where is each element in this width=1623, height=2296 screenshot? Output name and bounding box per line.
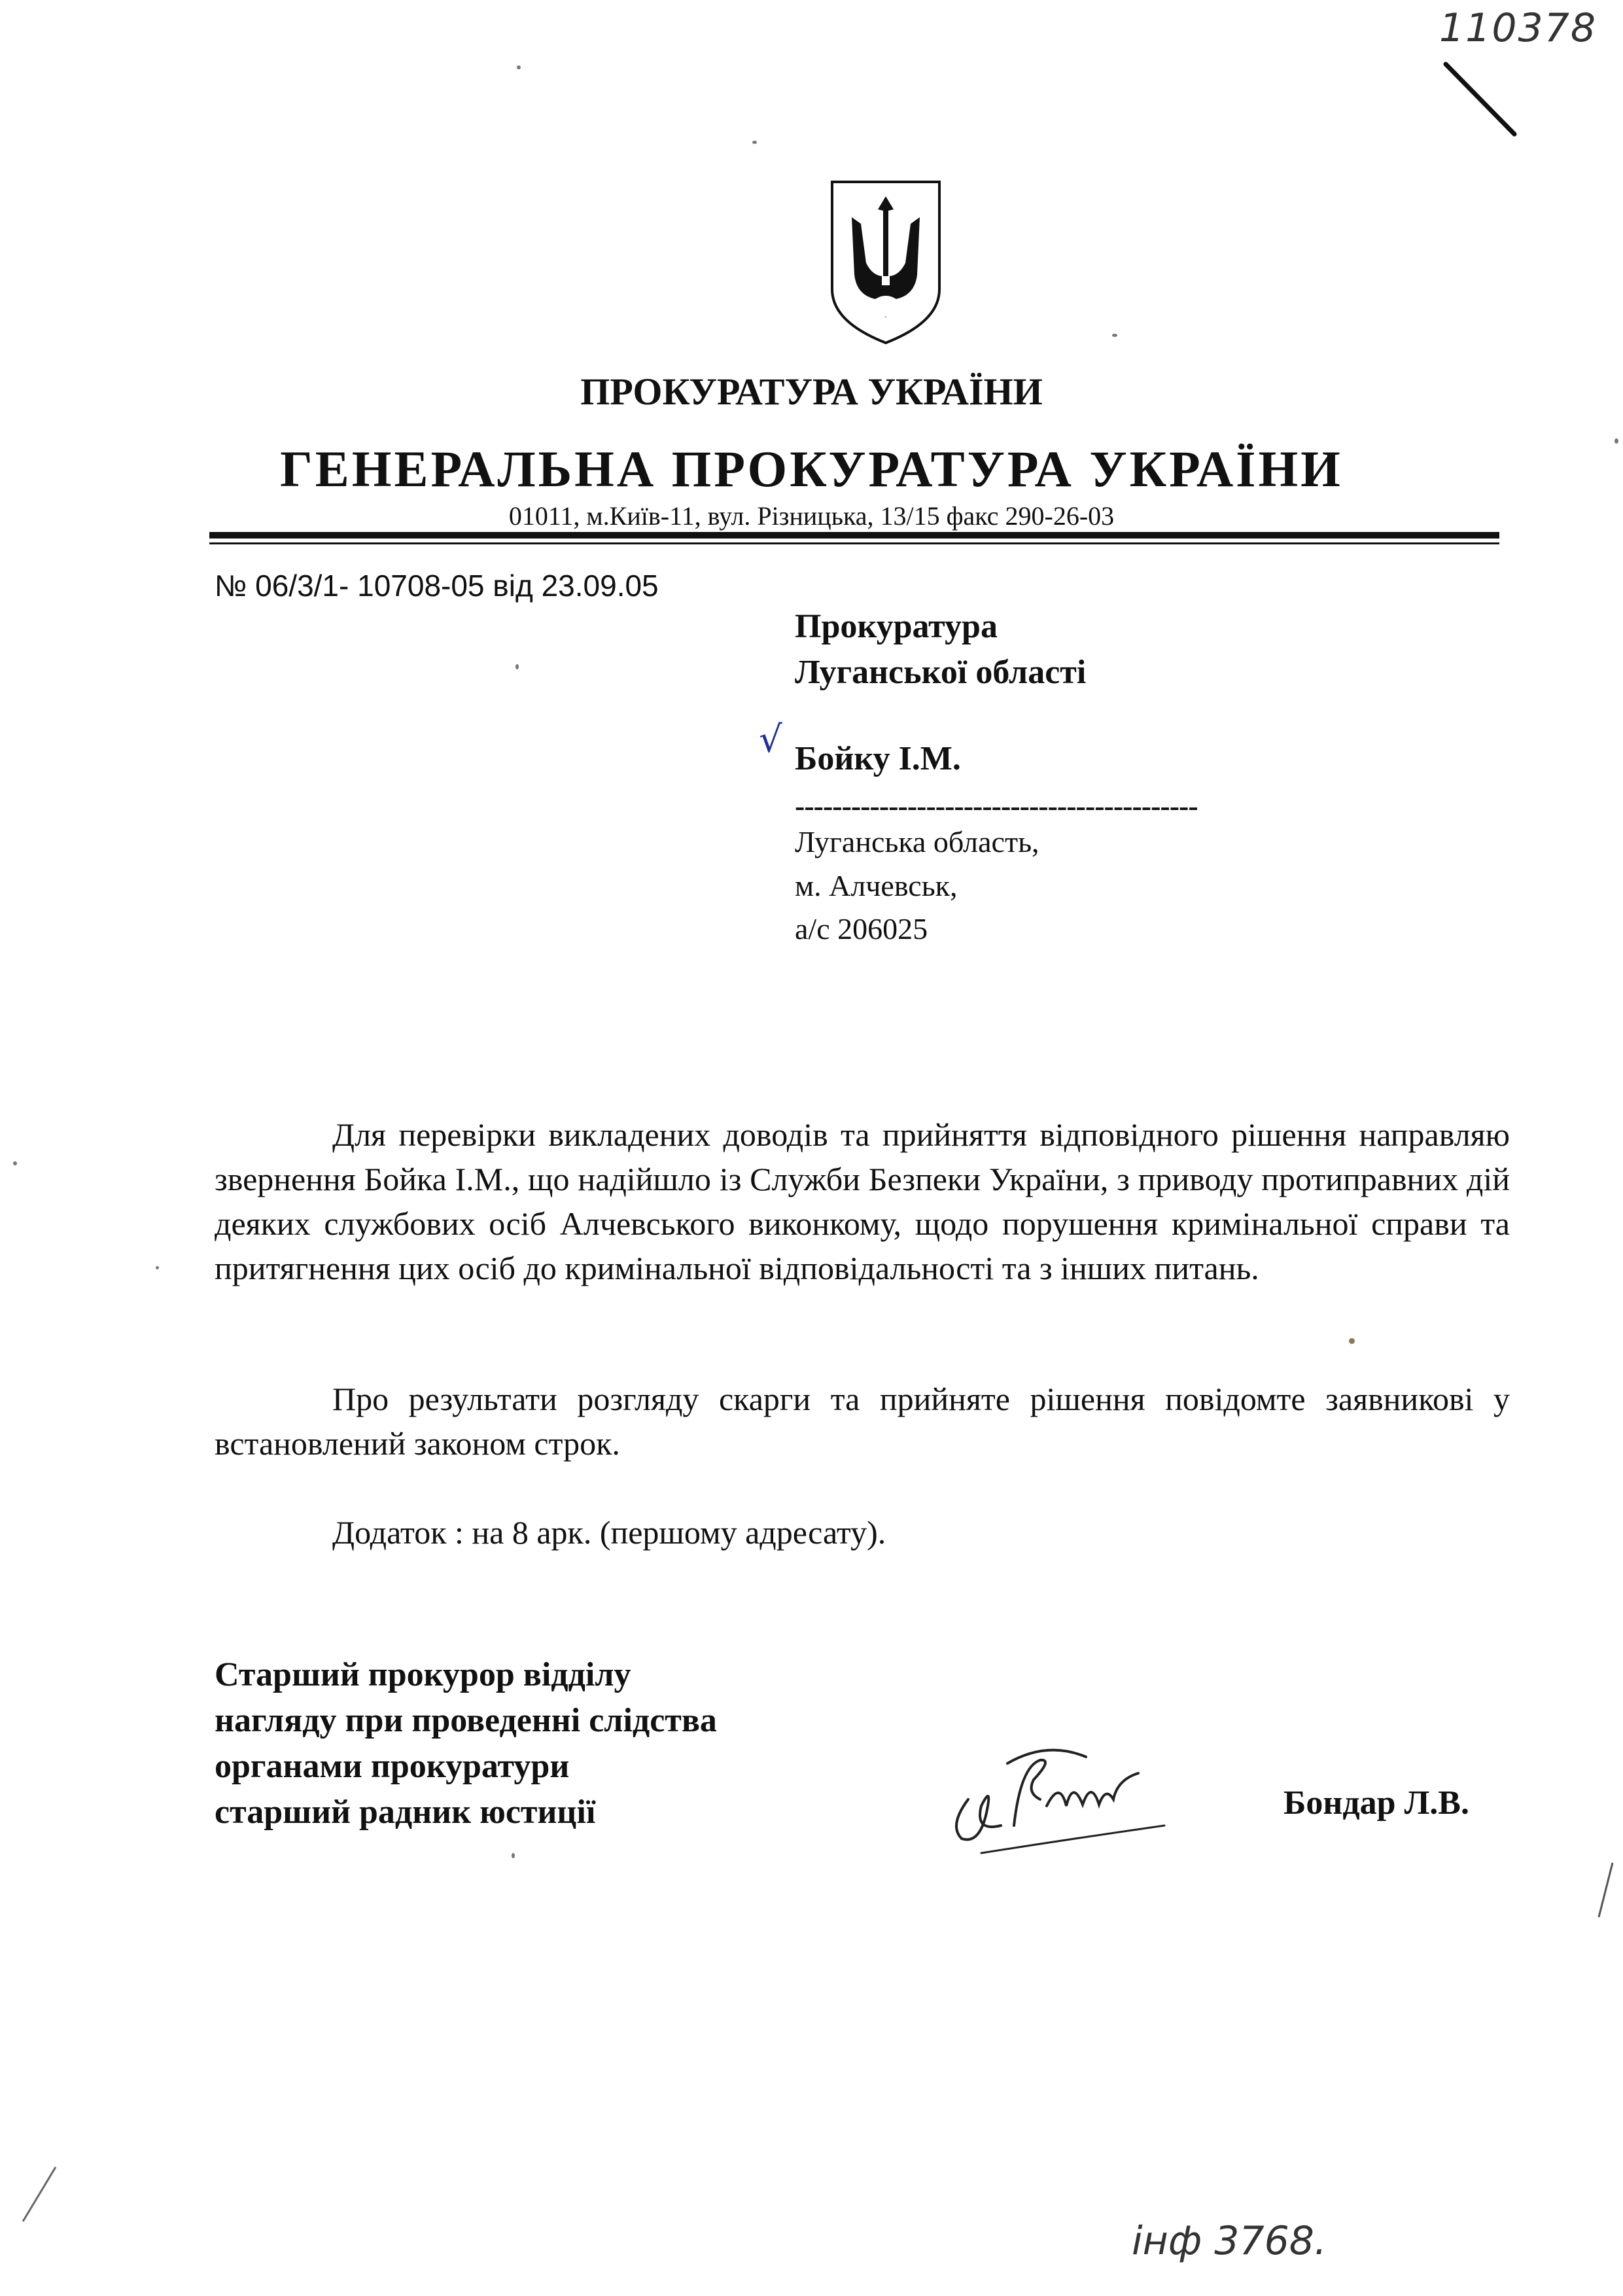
scan-speck — [1349, 1338, 1355, 1344]
scan-speck — [156, 1266, 159, 1269]
scan-speck — [512, 1853, 515, 1858]
handwritten-bottom-note: інф 3768. — [1132, 2218, 1327, 2264]
trident-coat-of-arms-icon — [827, 178, 945, 347]
recipient-organization-line-2: Луганської області — [795, 654, 1087, 691]
signatory-title-line-1: Старший прокурор відділу — [215, 1656, 631, 1693]
signatory-name: Бондар Л.В. — [1283, 1784, 1469, 1822]
body-paragraph-1: Для перевірки викладених доводів та прийняття відповідного рішення направляю звернення Бойка І.М., що надійшло із Служби Безпеки України, з приводу протиправних дій деяких службових осіб Алчевського виконкому, щодо порушення кримінальної справи та притягнення цих осіб до кримінальної відповідальності та з інших питань. — [215, 1116, 1510, 1286]
recipient-address-line-1: Луганська область, — [795, 825, 1039, 858]
check-mark-icon: √ — [759, 718, 782, 761]
recipient-address-line-2: м. Алчевськ, — [795, 869, 958, 902]
scan-speck — [1112, 334, 1117, 337]
header-divider-thin — [209, 542, 1499, 544]
signatory-title-line-3: органами прокуратури — [215, 1748, 570, 1785]
scan-speck — [1614, 438, 1618, 444]
scan-speck — [517, 65, 521, 69]
recipient-address-line-3: а/с 206025 — [795, 912, 928, 945]
scan-speck — [13, 1161, 17, 1165]
scan-speck — [752, 141, 757, 144]
signatory-title — [215, 1652, 717, 1835]
scan-speck — [515, 664, 519, 669]
signatory-title-line-4: старший радник юстиції — [215, 1793, 596, 1831]
prosecutor-office-title: ПРОКУРАТУРА УКРАЇНИ — [580, 370, 1043, 413]
archive-number-handwritten: 110378 — [1439, 5, 1597, 51]
scan-edge-mark — [20, 2166, 59, 2225]
recipient-name: Бойку І.М. — [795, 740, 961, 777]
header-divider-thick — [209, 532, 1499, 539]
handwritten-signature-icon — [942, 1727, 1191, 1858]
reference-number: № 06/3/1- 10708-05 від 23.09.05 — [215, 569, 659, 603]
scan-edge-mark — [1596, 1862, 1616, 1920]
pen-stroke-mark — [1439, 59, 1531, 144]
signatory-title-line-2: нагляду при проведенні слідства — [215, 1702, 717, 1739]
recipient-organization-line-1: Прокуратура — [795, 608, 998, 645]
agency-name-heading: ГЕНЕРАЛЬНА ПРОКУРАТУРА УКРАЇНИ — [280, 440, 1343, 497]
body-paragraph-2: Про результати розгляду скарги та прийняте рішення повідомте заявникові у встановлений законом строк. — [215, 1381, 1510, 1462]
recipient-separator: ------------------------------------------- — [795, 789, 1198, 822]
attachment-note: Додаток : на 8 арк. (першому адресату). — [332, 1514, 886, 1551]
agency-address: 01011, м.Київ-11, вул. Різницька, 13/15 факс 290-26-03 — [508, 501, 1115, 531]
